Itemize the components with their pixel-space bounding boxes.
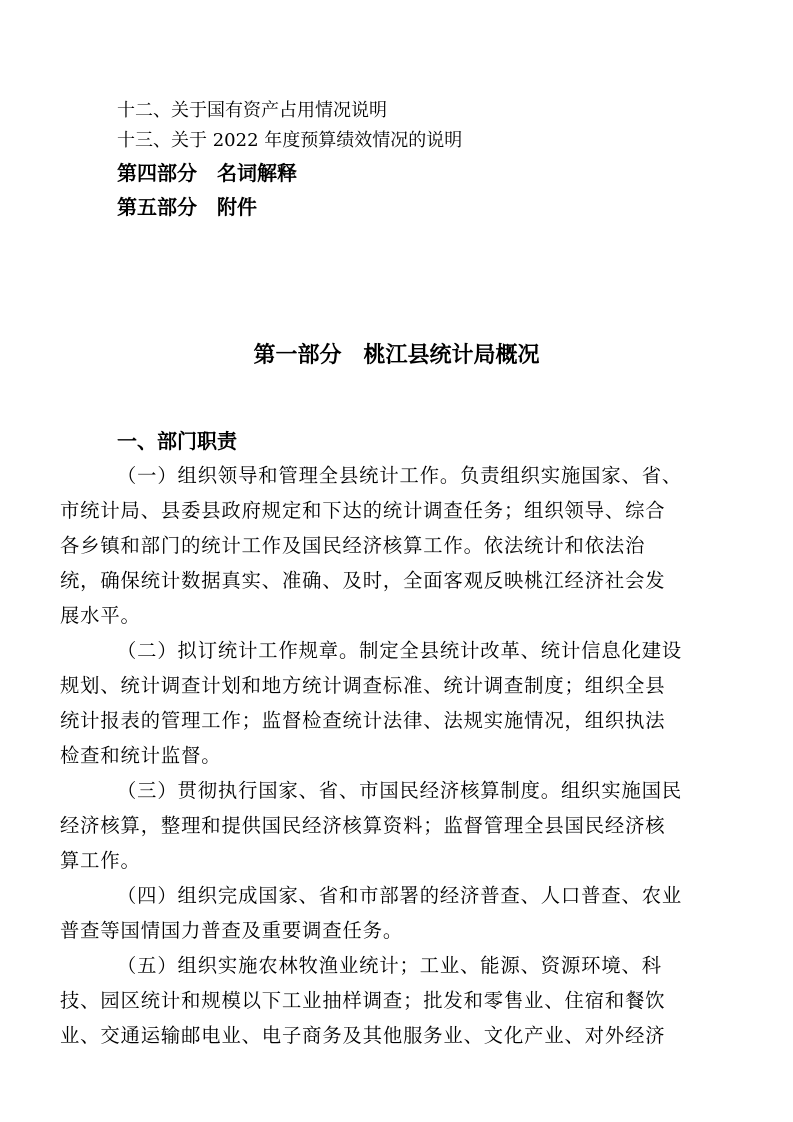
paragraph	[60, 773, 717, 878]
text-line: 各乡镇和部门的统计工作及国民经济核算工作。依法统计和依法治	[60, 534, 646, 557]
text-line: （四）组织完成国家、省和市部署的经济普查、人口普查、农业	[117, 884, 683, 907]
toc-part	[117, 156, 717, 190]
paragraph	[60, 633, 717, 773]
section-heading: 一、部门职责	[117, 429, 237, 453]
document-body	[60, 458, 717, 1053]
text-line: 技、园区统计和规模以下工业抽样调查；批发和零售业、住宿和餐饮	[60, 989, 666, 1012]
text-line: 统计报表的管理工作；监督检查统计法律、法规实施情况，组织执法	[60, 709, 666, 732]
text-line: （三）贯彻执行国家、省、市国民经济核算制度。组织实施国民	[117, 779, 683, 802]
text-line: 算工作。	[60, 849, 141, 872]
toc-part-title: 名词解释	[217, 161, 297, 185]
text-line: 展水平。	[60, 604, 141, 627]
text-line: 业、交通运输邮电业、电子商务及其他服务业、文化产业、对外经济	[60, 1024, 666, 1047]
part-number: 第一部分	[253, 343, 342, 368]
toc-part	[117, 190, 717, 224]
toc-item: 十三、关于 2022 年度预算绩效情况的说明	[117, 130, 463, 151]
toc-part-number: 第五部分	[117, 195, 197, 219]
text-line: （五）组织实施农林牧渔业统计；工业、能源、资源环境、科	[117, 954, 662, 977]
text-line: （一）组织领导和管理全县统计工作。负责组织实施国家、省、	[117, 464, 683, 487]
text-line: 经济核算，整理和提供国民经济核算资料；监督管理全县国民经济核	[60, 814, 666, 837]
text-line: 规划、统计调查计划和地方统计调查标准、统计调查制度；组织全县	[60, 674, 666, 697]
table-of-contents	[117, 96, 717, 224]
toc-part-number: 第四部分	[117, 161, 197, 185]
part-title	[0, 339, 793, 373]
text-line: 市统计局、县委县政府规定和下达的统计调查任务；组织领导、综合	[60, 499, 666, 522]
text-line: 统，确保统计数据真实、准确、及时，全面客观反映桃江经济社会发	[60, 569, 666, 592]
paragraph	[60, 458, 717, 633]
part-title-text: 桃江县统计局概况	[363, 343, 540, 368]
paragraph	[60, 878, 717, 948]
toc-part-title: 附件	[217, 195, 257, 219]
text-line: （二）拟订统计工作规章。制定全县统计改革、统计信息化建设	[117, 639, 683, 662]
text-line: 检查和统计监督。	[60, 744, 222, 767]
text-line: 普查等国情国力普查及重要调查任务。	[60, 919, 404, 942]
paragraph	[60, 948, 717, 1053]
toc-item: 十二、关于国有资产占用情况说明	[117, 100, 387, 121]
